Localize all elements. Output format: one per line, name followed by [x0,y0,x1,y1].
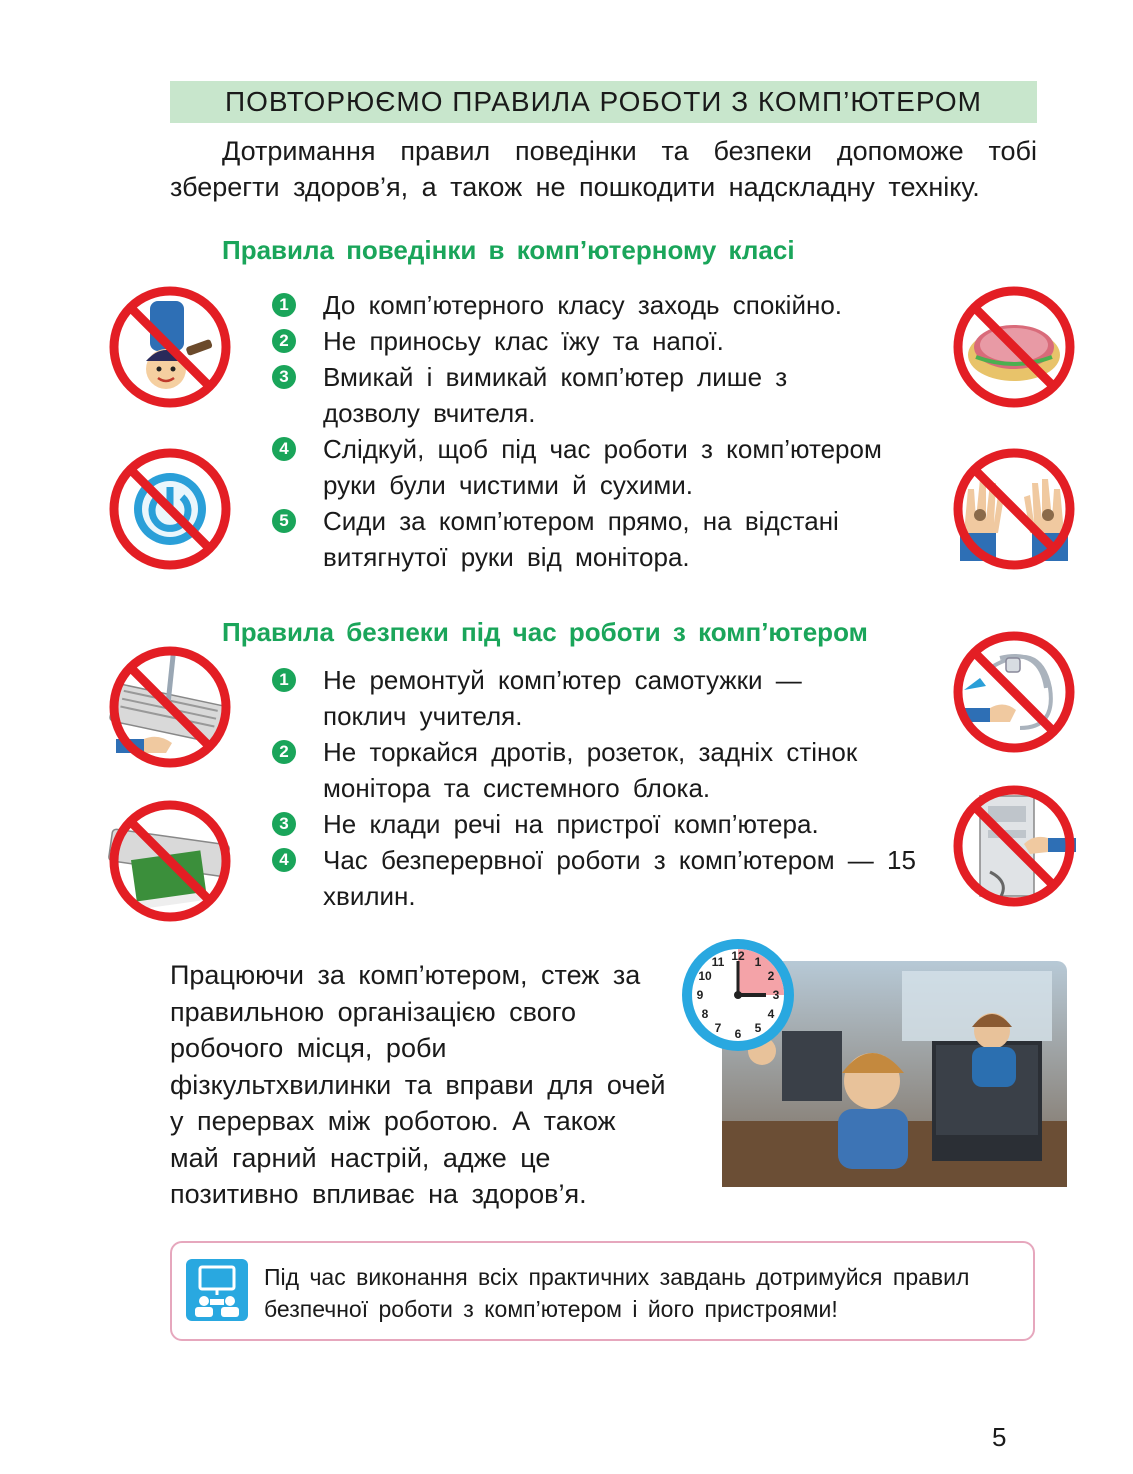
rule-text: Не клади речі на пристрої комп’ютера. [323,809,819,839]
no-power-button-icon [106,445,234,573]
rule-text: Слідкуй, щоб під час роботи з комп’ютером руки були чистими й сухими. [323,434,882,500]
computer-lesson-icon [186,1259,248,1321]
rule-text: Не торкайся дротів, розеток, задніх стінок монітора та системного блока. [323,737,858,803]
behavior-rule [272,503,942,575]
rule-text: До комп’ютерного класу заходь спокійно. [323,290,843,320]
behavior-rule [272,323,942,359]
section-title-text: ПОВТОРЮЄМО ПРАВИЛА РОБОТИ З КОМП’ЮТЕРОМ [224,86,983,117]
safety-note [170,1241,1035,1341]
clock-number-5: 5 [754,1021,762,1035]
no-food-icon [950,283,1078,411]
clock-icon [678,935,798,1055]
no-running-icon [106,283,234,411]
rule-number-badge: 1 [272,293,296,317]
rule-text: Не ремонтуй комп’ютер самотужки — поклич учителя. [323,665,802,731]
behavior-rules-list [272,287,942,575]
safety-rule [272,734,942,806]
behavior-rule [272,359,942,431]
rule-text: Вмикай і вимикай комп’ютер лише з дозволу вчителя. [323,362,788,428]
rule-number-badge: 1 [272,668,296,692]
no-touching-system-unit-icon [950,782,1078,910]
rule-text: Не приносьу клас їжу та напої. [323,326,724,356]
clock-number-2: 2 [767,969,775,983]
rule-text: Сиди за комп’ютером прямо, на відстані витягнутої руки від монітора. [323,506,839,572]
rule-number-badge: 2 [272,329,296,353]
intro-paragraph: Дотримання правил поведінки та безпеки допоможе тобі зберегти здоров’я, а також не пошкодити надскладну техніку. [170,136,1037,202]
workplace-paragraph: Працюючи за комп’ютером, стеж за правильною організацією свого робочого місця, роби фізкультхвилинки та вправи для очей у перервах між роботою. А також май гарний настрій, адже це позитивно впливає на здоров’я. [170,960,666,1209]
clock-number-1: 1 [754,955,762,969]
behavior-heading: Правила поведінки в комп’ютерному класі [222,235,795,265]
clock-number-8: 8 [701,1007,709,1021]
clock-number-4: 4 [767,1007,775,1021]
no-touching-wires-icon [950,628,1078,756]
safety-heading: Правила безпеки під час роботи з комп’ютером [222,617,868,647]
no-items-on-keyboard-icon [106,797,234,925]
rule-number-badge: 4 [272,848,296,872]
clock-number-11: 11 [711,955,725,969]
no-repair-icon [106,643,234,771]
rule-number-badge: 3 [272,812,296,836]
clock-number-9: 9 [696,988,704,1002]
safety-rule [272,842,942,914]
clock-number-7: 7 [714,1021,722,1035]
rule-number-badge: 4 [272,437,296,461]
behavior-rule [272,431,942,503]
rule-number-badge: 2 [272,740,296,764]
rule-text: Час безперервної роботи з комп’ютером — 15 хвилин. [323,845,916,911]
rule-number-badge: 3 [272,365,296,389]
clock-number-6: 6 [734,1027,742,1041]
safety-rule [272,806,942,842]
no-dirty-hands-icon [950,445,1078,573]
rule-number-badge: 5 [272,509,296,533]
safety-rules-list [272,662,942,914]
page-number: 5 [992,1422,1007,1452]
clock-number-12: 12 [731,949,745,963]
behavior-rule [272,287,942,323]
clock-number-10: 10 [698,969,712,983]
section-title [170,81,1037,123]
clock-number-3: 3 [772,988,780,1002]
safety-rule [272,662,942,734]
safety-note-text: Під час виконання всіх практичних завдань дотримуйся правил безпечної роботи з комп’ютером і його пристроями! [264,1264,970,1322]
